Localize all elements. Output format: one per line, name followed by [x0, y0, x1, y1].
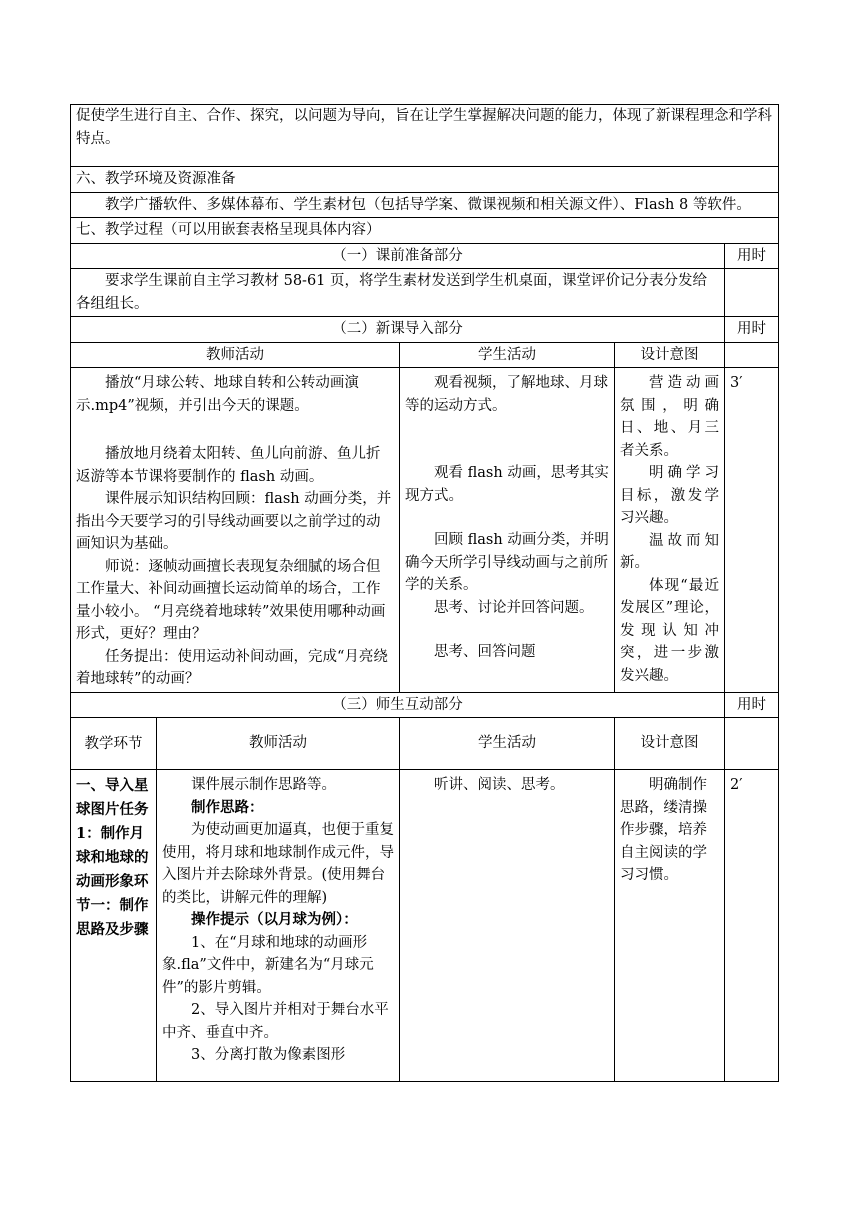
part3-col-teacher: 教师活动 [157, 718, 400, 770]
part2-intent-para: 明确学习目标，激发学习兴趣。 [620, 465, 719, 526]
part3-teacher-step: 1、在“月球和地球的动画形象.fla”文件中，新建名为“月球元件”的影片剪辑。 [162, 934, 374, 996]
part2-content-row [71, 368, 779, 693]
part3-teacher-line: 课件展示制作思路等。 [191, 777, 336, 793]
part3-content-row [71, 770, 779, 1082]
part2-student-para: 思考、回答问题 [434, 644, 536, 660]
part3-title: （三）师生互动部分 [71, 692, 725, 718]
part2-student-para: 思考、讨论并回答问题。 [434, 599, 594, 616]
part3-intent: 明确制作思路，缕清操作步骤，培养自主阅读的学习习惯。 [620, 777, 707, 883]
section6-content: 教学广播软件、多媒体幕布、学生素材包（包括导学案、微课视频和相关源文件）、Flash 8 等软件。 [105, 196, 751, 213]
part1-content-row [71, 269, 779, 317]
part3-col-student: 学生活动 [400, 718, 615, 770]
section6-content-row [71, 192, 779, 218]
part3-col-time-empty [725, 718, 779, 770]
lesson-plan-table [70, 104, 779, 1082]
part2-col-time-empty [725, 342, 779, 368]
intro-text: 促使学生进行自主、合作、探究，以问题为导向，旨在让学生掌握解决问题的能力，体现了新课程理念和学科特点。 [76, 108, 772, 147]
section6-heading-row [71, 167, 779, 193]
part3-teacher-step: 2、导入图片并相对于舞台水平中齐、垂直中齐。 [162, 1002, 389, 1041]
part3-stage: 一、导入星球图片任务 1：制作月球和地球的动画形象环节一：制作思路及步骤 [71, 770, 157, 1082]
part2-col-student: 学生活动 [400, 342, 615, 368]
section7-heading: 七、教学过程（可以用嵌套表格呈现具体内容） [71, 218, 779, 244]
part3-time-header: 用时 [725, 692, 779, 718]
part2-student-para: 观看视频，了解地球、月球等的运动方式。 [405, 375, 608, 414]
part3-teacher-heading: 操作提示（以月球为例）： [191, 911, 358, 928]
part3-col-stage: 教学环节 [71, 718, 157, 770]
part1-time-header: 用时 [725, 243, 779, 269]
part2-time: 3′ [725, 368, 779, 693]
part2-student-para: 回顾 flash 动画分类，并明确今天所学引导线动画与之前所学的关系。 [405, 532, 609, 593]
part2-teacher-para: 播放“月球公转、地球自转和公转动画演示.mp4”视频，并引出今天的课题。 [76, 375, 359, 414]
section6-heading: 六、教学环境及资源准备 [71, 167, 779, 193]
part2-intent-para: 温故而知新。 [620, 532, 719, 571]
part2-student-para: 观看 flash 动画，思考其实现方式。 [405, 465, 609, 504]
part3-teacher-para: 为使动画更加逼真，也便于重复使用，将月球和地球制作成元件，导入图片并去除球外背景。(使用舞台的类比，讲解元件的理解) [162, 822, 394, 906]
part1-time-cell [725, 269, 779, 317]
part2-intent-para: 营造动画氛围，明确日、地、月三者关系。 [620, 375, 719, 459]
section7-heading-row [71, 218, 779, 244]
part3-col-intent: 设计意图 [615, 718, 725, 770]
part2-columns-row [71, 342, 779, 368]
part1-content: 要求学生课前自主学习教材 58-61 页，将学生素材发送到学生机桌面，课堂评价记分表分发给各组组长。 [76, 273, 708, 312]
part1-title: （一）课前准备部分 [71, 243, 725, 269]
part2-title: （二）新课导入部分 [71, 317, 725, 343]
part2-teacher-para: 任务提出：使用运动补间动画，完成“月亮绕着地球转”的动画？ [76, 648, 388, 687]
part3-header-row [71, 692, 779, 718]
part3-time: 2′ [725, 770, 779, 1082]
part3-teacher-heading: 制作思路： [191, 798, 264, 816]
part3-teacher-step: 3、分离打散为像素图形 [191, 1047, 346, 1063]
part2-teacher-para: 课件展示知识结构回顾：flash 动画分类，并指出今天要学习的引导线动画要以之前学过的动画知识为基础。 [76, 491, 392, 552]
part2-col-teacher: 教师活动 [71, 342, 400, 368]
part2-time-header: 用时 [725, 317, 779, 343]
part2-teacher-para: 播放地月绕着太阳转、鱼儿向前游、鱼儿折返游等本节课将要制作的 flash 动画。 [76, 446, 381, 485]
part2-col-intent: 设计意图 [615, 342, 725, 368]
intro-row [71, 105, 779, 167]
document-page [70, 104, 778, 1082]
part3-student: 听讲、阅读、思考。 [434, 777, 565, 793]
part1-header-row [71, 243, 779, 269]
part3-columns-row [71, 718, 779, 770]
part2-intent-para: 体现“最近发展区”理论，发现认知冲突，进一步激发兴趣。 [620, 577, 719, 684]
part2-header-row [71, 317, 779, 343]
part2-teacher-para: 师说：逐帧动画擅长表现复杂细腻的场合但工作量大、补间动画擅长运动简单的场合，工作量小较小。 “月亮绕着地球转”效果使用哪种动画形式，更好？理由？ [76, 558, 386, 642]
